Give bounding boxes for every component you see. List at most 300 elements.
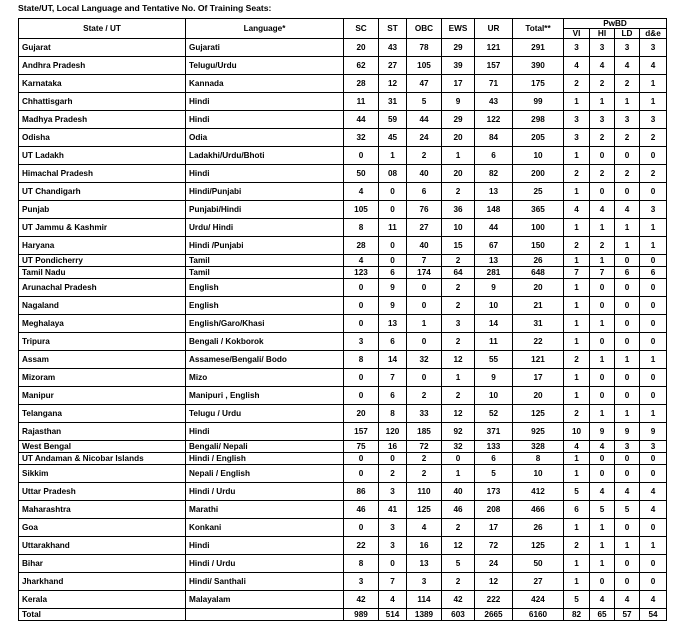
cell-vi: 1 (564, 315, 590, 333)
cell-obc: 0 (407, 297, 442, 315)
cell-vi: 6 (564, 501, 590, 519)
cell-total: 466 (513, 501, 564, 519)
cell-ews: 40 (442, 483, 475, 501)
cell-hi: 2 (590, 165, 615, 183)
cell-ews: 10 (442, 219, 475, 237)
total-total: 6160 (513, 609, 564, 621)
cell-total: 20 (513, 387, 564, 405)
table-row (19, 405, 667, 423)
table-row (19, 297, 667, 315)
cell-language: Hindi (186, 423, 344, 441)
cell-obc: 76 (407, 201, 442, 219)
cell-state: Assam (19, 351, 186, 369)
cell-language: Hindi / English (186, 453, 344, 465)
table-row (19, 387, 667, 405)
cell-state: Rajasthan (19, 423, 186, 441)
cell-vi: 1 (564, 297, 590, 315)
cell-ur: 12 (475, 573, 513, 591)
cell-language: Telugu/Urdu (186, 57, 344, 75)
cell-de: 1 (640, 93, 667, 111)
cell-language: Urdu/ Hindi (186, 219, 344, 237)
cell-total: 27 (513, 573, 564, 591)
total-de: 54 (640, 609, 667, 621)
cell-st: 7 (379, 573, 407, 591)
cell-obc: 0 (407, 369, 442, 387)
cell-ld: 6 (615, 267, 640, 279)
cell-sc: 0 (344, 315, 379, 333)
cell-state: Andhra Pradesh (19, 57, 186, 75)
cell-state: Maharashtra (19, 501, 186, 519)
cell-sc: 8 (344, 555, 379, 573)
cell-language: Hindi /Punjabi (186, 237, 344, 255)
cell-vi: 4 (564, 57, 590, 75)
cell-ld: 1 (615, 405, 640, 423)
total-ews: 603 (442, 609, 475, 621)
cell-de: 0 (640, 573, 667, 591)
cell-state: Nagaland (19, 297, 186, 315)
cell-de: 3 (640, 39, 667, 57)
cell-ews: 29 (442, 111, 475, 129)
cell-vi: 1 (564, 453, 590, 465)
cell-ld: 2 (615, 129, 640, 147)
cell-obc: 114 (407, 591, 442, 609)
cell-obc: 40 (407, 165, 442, 183)
cell-hi: 0 (590, 387, 615, 405)
cell-de: 0 (640, 387, 667, 405)
cell-language: Hindi (186, 537, 344, 555)
cell-sc: 22 (344, 537, 379, 555)
cell-hi: 1 (590, 405, 615, 423)
cell-st: 0 (379, 237, 407, 255)
cell-ld: 0 (615, 279, 640, 297)
cell-sc: 20 (344, 39, 379, 57)
cell-de: 0 (640, 465, 667, 483)
cell-language: Hindi/Punjabi (186, 183, 344, 201)
cell-state: Bihar (19, 555, 186, 573)
cell-ews: 9 (442, 93, 475, 111)
cell-language: Gujarati (186, 39, 344, 57)
cell-state: Karnataka (19, 75, 186, 93)
cell-hi: 3 (590, 39, 615, 57)
cell-st: 31 (379, 93, 407, 111)
header-st: ST (379, 19, 407, 39)
cell-sc: 86 (344, 483, 379, 501)
cell-de: 1 (640, 405, 667, 423)
cell-hi: 0 (590, 465, 615, 483)
cell-sc: 0 (344, 369, 379, 387)
cell-state: Kerala (19, 591, 186, 609)
cell-st: 08 (379, 165, 407, 183)
cell-de: 0 (640, 555, 667, 573)
cell-ur: 52 (475, 405, 513, 423)
cell-vi: 1 (564, 279, 590, 297)
table-row (19, 519, 667, 537)
cell-hi: 0 (590, 279, 615, 297)
cell-sc: 0 (344, 465, 379, 483)
cell-ur: 122 (475, 111, 513, 129)
cell-ur: 173 (475, 483, 513, 501)
page-title: State/UT, Local Language and Tentative No. Of Training Seats: (18, 3, 272, 13)
cell-hi: 2 (590, 237, 615, 255)
cell-ld: 4 (615, 201, 640, 219)
cell-ur: 157 (475, 57, 513, 75)
cell-ews: 29 (442, 39, 475, 57)
cell-sc: 157 (344, 423, 379, 441)
cell-language: English (186, 279, 344, 297)
cell-obc: 2 (407, 453, 442, 465)
table-row (19, 219, 667, 237)
cell-obc: 185 (407, 423, 442, 441)
cell-sc: 105 (344, 201, 379, 219)
cell-state: Uttarakhand (19, 537, 186, 555)
cell-vi: 1 (564, 465, 590, 483)
cell-sc: 4 (344, 255, 379, 267)
cell-de: 4 (640, 57, 667, 75)
cell-de: 4 (640, 591, 667, 609)
cell-ld: 0 (615, 315, 640, 333)
cell-st: 2 (379, 465, 407, 483)
cell-state: Tripura (19, 333, 186, 351)
total-empty-cell (186, 609, 344, 621)
cell-vi: 5 (564, 591, 590, 609)
cell-state: UT Chandigarh (19, 183, 186, 201)
cell-st: 3 (379, 483, 407, 501)
cell-obc: 33 (407, 405, 442, 423)
cell-total: 26 (513, 519, 564, 537)
cell-ews: 1 (442, 465, 475, 483)
cell-total: 25 (513, 183, 564, 201)
cell-hi: 1 (590, 315, 615, 333)
cell-st: 1 (379, 147, 407, 165)
cell-total: 121 (513, 351, 564, 369)
cell-de: 0 (640, 453, 667, 465)
cell-st: 0 (379, 201, 407, 219)
cell-sc: 28 (344, 75, 379, 93)
table-row (19, 201, 667, 219)
cell-ld: 0 (615, 297, 640, 315)
cell-obc: 7 (407, 255, 442, 267)
table-row (19, 237, 667, 255)
cell-ews: 39 (442, 57, 475, 75)
cell-obc: 0 (407, 333, 442, 351)
cell-sc: 0 (344, 387, 379, 405)
cell-ld: 2 (615, 75, 640, 93)
cell-st: 6 (379, 387, 407, 405)
cell-st: 9 (379, 279, 407, 297)
cell-state: Uttar Pradesh (19, 483, 186, 501)
cell-ews: 20 (442, 129, 475, 147)
cell-ews: 2 (442, 279, 475, 297)
cell-hi: 4 (590, 57, 615, 75)
cell-st: 45 (379, 129, 407, 147)
cell-state: UT Pondicherry (19, 255, 186, 267)
header-total: Total** (513, 19, 564, 39)
cell-de: 0 (640, 519, 667, 537)
cell-st: 3 (379, 537, 407, 555)
cell-ld: 3 (615, 441, 640, 453)
cell-de: 0 (640, 369, 667, 387)
cell-ews: 17 (442, 75, 475, 93)
cell-vi: 3 (564, 39, 590, 57)
cell-state: Chhattisgarh (19, 93, 186, 111)
cell-ews: 20 (442, 165, 475, 183)
cell-vi: 1 (564, 573, 590, 591)
table-row (19, 441, 667, 453)
cell-sc: 42 (344, 591, 379, 609)
cell-ews: 46 (442, 501, 475, 519)
table-row (19, 93, 667, 111)
cell-total: 26 (513, 255, 564, 267)
cell-language: Malayalam (186, 591, 344, 609)
cell-obc: 27 (407, 219, 442, 237)
cell-sc: 32 (344, 129, 379, 147)
cell-obc: 2 (407, 387, 442, 405)
table-row (19, 573, 667, 591)
cell-ld: 0 (615, 333, 640, 351)
cell-ur: 71 (475, 75, 513, 93)
cell-obc: 16 (407, 537, 442, 555)
cell-st: 27 (379, 57, 407, 75)
cell-ur: 9 (475, 369, 513, 387)
cell-ld: 0 (615, 369, 640, 387)
cell-vi: 3 (564, 111, 590, 129)
cell-st: 43 (379, 39, 407, 57)
cell-state: UT Ladakh (19, 147, 186, 165)
cell-vi: 1 (564, 183, 590, 201)
cell-ews: 1 (442, 147, 475, 165)
cell-vi: 4 (564, 441, 590, 453)
cell-language: Tamil (186, 267, 344, 279)
cell-state: Odisha (19, 129, 186, 147)
cell-de: 1 (640, 237, 667, 255)
cell-ld: 4 (615, 591, 640, 609)
cell-ews: 32 (442, 441, 475, 453)
cell-st: 6 (379, 267, 407, 279)
table-row (19, 39, 667, 57)
cell-language: Hindi (186, 165, 344, 183)
cell-st: 0 (379, 453, 407, 465)
cell-ld: 1 (615, 237, 640, 255)
cell-language: Kannada (186, 75, 344, 93)
cell-ews: 92 (442, 423, 475, 441)
training-seats-table (18, 18, 667, 621)
cell-hi: 1 (590, 537, 615, 555)
cell-total: 328 (513, 441, 564, 453)
cell-state: Mizoram (19, 369, 186, 387)
cell-de: 4 (640, 483, 667, 501)
table-row (19, 465, 667, 483)
cell-ur: 6 (475, 147, 513, 165)
cell-ews: 64 (442, 267, 475, 279)
cell-language: Hindi / Urdu (186, 555, 344, 573)
cell-st: 13 (379, 315, 407, 333)
cell-total: 10 (513, 465, 564, 483)
cell-total: 365 (513, 201, 564, 219)
cell-hi: 4 (590, 591, 615, 609)
cell-ews: 12 (442, 537, 475, 555)
cell-st: 7 (379, 369, 407, 387)
header-pwbd: PwBD (564, 19, 667, 29)
cell-total: 22 (513, 333, 564, 351)
table-row (19, 483, 667, 501)
cell-hi: 7 (590, 267, 615, 279)
cell-total: 150 (513, 237, 564, 255)
cell-obc: 6 (407, 183, 442, 201)
table-row (19, 279, 667, 297)
cell-obc: 174 (407, 267, 442, 279)
cell-hi: 2 (590, 75, 615, 93)
header-state: State / UT (19, 19, 186, 39)
cell-ews: 36 (442, 201, 475, 219)
total-label: Total (19, 609, 186, 621)
cell-state: Goa (19, 519, 186, 537)
cell-ews: 12 (442, 405, 475, 423)
cell-ur: 84 (475, 129, 513, 147)
cell-de: 1 (640, 537, 667, 555)
cell-hi: 0 (590, 147, 615, 165)
cell-hi: 9 (590, 423, 615, 441)
cell-ur: 67 (475, 237, 513, 255)
cell-language: Ladakhi/Urdu/Bhoti (186, 147, 344, 165)
cell-total: 21 (513, 297, 564, 315)
cell-total: 298 (513, 111, 564, 129)
cell-de: 1 (640, 351, 667, 369)
cell-ld: 4 (615, 57, 640, 75)
cell-sc: 11 (344, 93, 379, 111)
header-sc: SC (344, 19, 379, 39)
cell-ur: 9 (475, 279, 513, 297)
cell-vi: 1 (564, 147, 590, 165)
cell-total: 291 (513, 39, 564, 57)
cell-sc: 46 (344, 501, 379, 519)
cell-vi: 1 (564, 369, 590, 387)
table-row (19, 57, 667, 75)
cell-ews: 12 (442, 351, 475, 369)
cell-vi: 4 (564, 201, 590, 219)
cell-ur: 121 (475, 39, 513, 57)
cell-st: 8 (379, 405, 407, 423)
cell-ld: 0 (615, 519, 640, 537)
cell-language: Bengali / Kokborok (186, 333, 344, 351)
cell-sc: 0 (344, 279, 379, 297)
cell-ld: 0 (615, 453, 640, 465)
cell-vi: 2 (564, 351, 590, 369)
cell-state: Sikkim (19, 465, 186, 483)
cell-language: Bengali/ Nepali (186, 441, 344, 453)
cell-total: 50 (513, 555, 564, 573)
total-ld: 57 (615, 609, 640, 621)
table-row (19, 555, 667, 573)
cell-st: 9 (379, 297, 407, 315)
cell-ews: 2 (442, 333, 475, 351)
cell-language: Hindi (186, 111, 344, 129)
cell-total: 100 (513, 219, 564, 237)
cell-sc: 20 (344, 405, 379, 423)
cell-hi: 1 (590, 351, 615, 369)
cell-vi: 3 (564, 129, 590, 147)
cell-state: Himachal Pradesh (19, 165, 186, 183)
cell-sc: 3 (344, 333, 379, 351)
table-row (19, 75, 667, 93)
cell-language: Assamese/Bengali/ Bodo (186, 351, 344, 369)
cell-state: West Bengal (19, 441, 186, 453)
cell-de: 1 (640, 219, 667, 237)
cell-ur: 44 (475, 219, 513, 237)
cell-language: Mizo (186, 369, 344, 387)
cell-language: Tamil (186, 255, 344, 267)
table-row (19, 453, 667, 465)
cell-ews: 2 (442, 183, 475, 201)
cell-st: 12 (379, 75, 407, 93)
cell-ews: 3 (442, 315, 475, 333)
cell-language: Punjabi/Hindi (186, 201, 344, 219)
cell-language: English/Garo/Khasi (186, 315, 344, 333)
cell-obc: 0 (407, 279, 442, 297)
cell-ld: 1 (615, 93, 640, 111)
cell-ews: 2 (442, 573, 475, 591)
table-body (19, 39, 667, 621)
cell-obc: 110 (407, 483, 442, 501)
cell-ur: 148 (475, 201, 513, 219)
cell-obc: 105 (407, 57, 442, 75)
cell-language: Hindi / Urdu (186, 483, 344, 501)
cell-ur: 5 (475, 465, 513, 483)
cell-de: 0 (640, 147, 667, 165)
cell-total: 390 (513, 57, 564, 75)
cell-hi: 2 (590, 129, 615, 147)
cell-de: 3 (640, 441, 667, 453)
cell-ld: 5 (615, 501, 640, 519)
cell-obc: 13 (407, 555, 442, 573)
cell-ld: 0 (615, 555, 640, 573)
cell-obc: 47 (407, 75, 442, 93)
cell-de: 0 (640, 255, 667, 267)
cell-ews: 2 (442, 297, 475, 315)
cell-ur: 10 (475, 387, 513, 405)
cell-state: Tamil Nadu (19, 267, 186, 279)
cell-language: Konkani (186, 519, 344, 537)
cell-ld: 9 (615, 423, 640, 441)
cell-vi: 2 (564, 405, 590, 423)
cell-sc: 8 (344, 219, 379, 237)
table-row (19, 537, 667, 555)
cell-hi: 4 (590, 441, 615, 453)
cell-hi: 0 (590, 573, 615, 591)
cell-vi: 10 (564, 423, 590, 441)
cell-hi: 0 (590, 333, 615, 351)
cell-vi: 2 (564, 75, 590, 93)
cell-obc: 24 (407, 129, 442, 147)
header-vi: VI (564, 29, 590, 39)
cell-sc: 123 (344, 267, 379, 279)
cell-ur: 72 (475, 537, 513, 555)
cell-sc: 0 (344, 519, 379, 537)
cell-total: 125 (513, 537, 564, 555)
cell-ews: 42 (442, 591, 475, 609)
cell-ur: 10 (475, 297, 513, 315)
cell-sc: 4 (344, 183, 379, 201)
cell-ld: 0 (615, 255, 640, 267)
cell-ur: 24 (475, 555, 513, 573)
cell-ur: 17 (475, 519, 513, 537)
cell-state: Meghalaya (19, 315, 186, 333)
table-row (19, 501, 667, 519)
cell-total: 175 (513, 75, 564, 93)
cell-hi: 1 (590, 93, 615, 111)
cell-vi: 1 (564, 519, 590, 537)
cell-total: 10 (513, 147, 564, 165)
cell-st: 3 (379, 519, 407, 537)
